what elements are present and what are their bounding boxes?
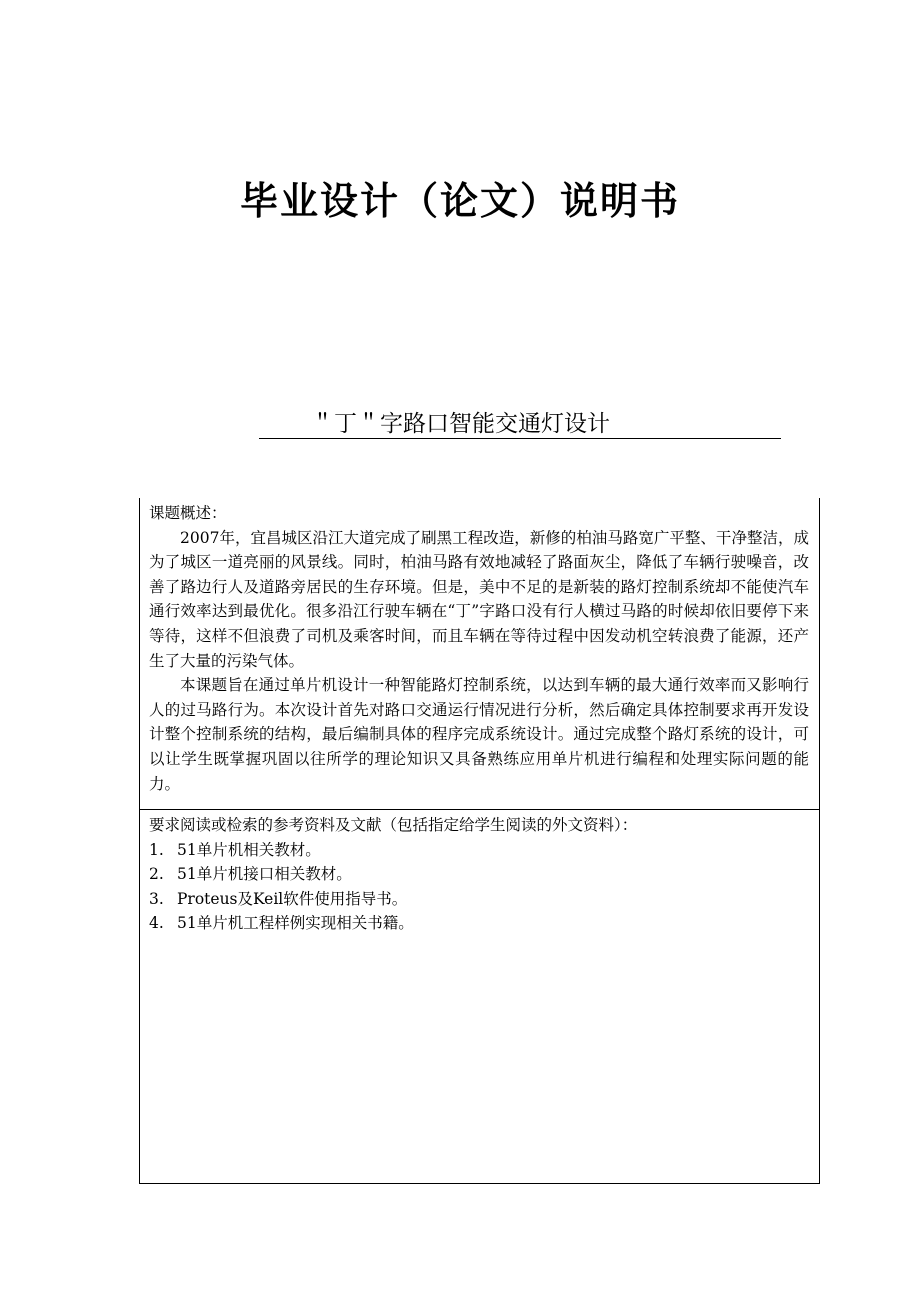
overview-label: 课题概述： [149,504,227,522]
reference-number: 1. [149,840,164,859]
overview-paragraph: 本课题旨在通过单片机设计一种智能路灯控制系统，以达到车辆的最大通行效率而又影响行人的过马路行为。本次设计首先对路口交通运行情况进行分析，然后确定具体控制要求再开发设计整个控制系统的结构，最后编制具体的程序完成系统设计。通过完成整个路灯系统的设计，可以让学生既掌握巩固以往所学的理论知识又具备熟练应用单片机进行编程和处理实际问题的能力。 [149,676,809,793]
reference-text: 51单片机接口相关教材。 [177,865,352,884]
document-title: 毕业设计（论文）说明书 [239,179,680,223]
topic-title-underline [259,410,781,439]
overview-section [139,498,820,810]
overview-paragraph: 2007年，宜昌城区沿江大道完成了刷黑工程改造，新修的柏油马路宽广平整、干净整洁，成为了城区一道亮丽的风景线。同时，柏油马路有效地减轻了路面灰尘，降低了车辆行驶噪音，改善了路边行人及道路旁居民的生存环境。但是，美中不足的是新装的路灯控制系统却不能使汽车通行效率达到最优化。很多沿江行驶车辆在“丁”字路口没有行人横过马路的时候却依旧要停下来等待，这样不但浪费了司机及乘客时间，而且车辆在等待过程中因发动机空转浪费了能源，还产生了大量的污染气体。 [149,528,809,670]
reference-text: 51单片机相关教材。 [177,840,321,859]
references-label: 要求阅读或检索的参考资料及文献（包括指定给学生阅读的外文资料）： [149,816,638,834]
reference-item [149,838,809,863]
reference-item [149,887,809,912]
topic-title: ＂丁＂字路口智能交通灯设计 [311,411,610,437]
reference-text: Proteus及Keil软件使用指导书。 [177,889,408,908]
reference-number: 4. [149,914,164,933]
reference-item [149,911,809,936]
reference-number: 3. [149,889,164,908]
reference-number: 2. [149,865,164,884]
reference-item [149,862,809,887]
reference-text: 51单片机工程样例实现相关书籍。 [177,914,414,933]
references-section [139,810,820,1184]
